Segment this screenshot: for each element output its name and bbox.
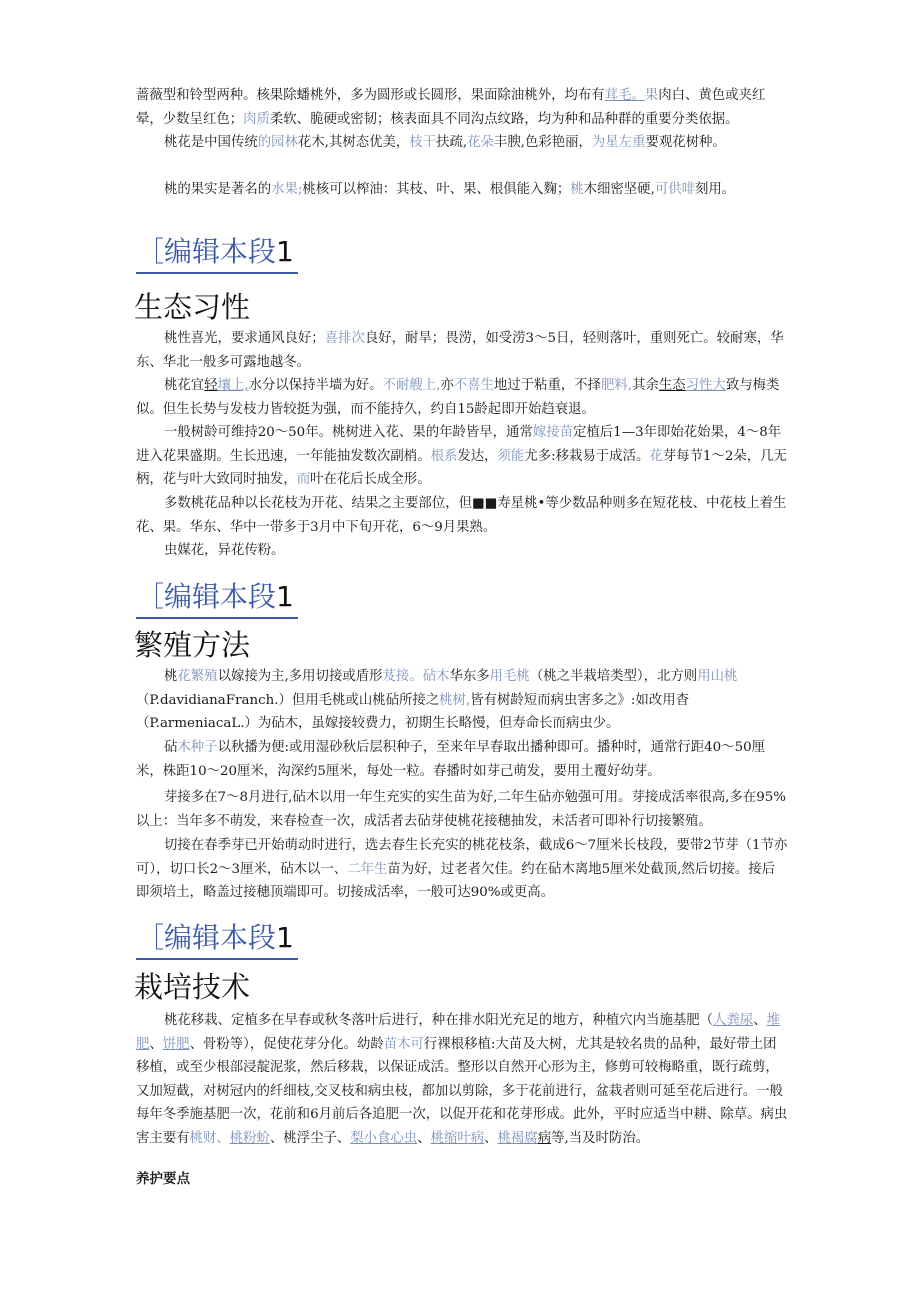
text-run: 桃核可以榨油：其枝、叶、果、根俱能入麴； [302, 182, 571, 197]
edit-section-link[interactable] [136, 580, 298, 619]
text-run: 以秋播为便:或用湿砂秋后层积种子，至来年早春取出播种即可。播种时，通常行距40〜50厘米，株距10〜20厘米，沟深约5厘米，每处一粒。春播时如芽己萌发，要用土覆好幼芽。 [136, 740, 765, 779]
inline-link[interactable]: 嫁接苗 [532, 425, 574, 440]
text-run: 、骨粉等），促使花芽分化。幼龄 [189, 1036, 384, 1052]
inline-link[interactable]: 不耐艘上, [382, 378, 441, 393]
text-run: 丰腴,色彩艳丽， [493, 135, 592, 150]
text-run: 良好，耐旱；畏涝，如受涝3〜5日，轻则落叶，重则死亡。较耐寒，华东、华北一般多可露地越冬。 [136, 331, 784, 370]
text-run: 行裸根移植:大苗及大树，尤其是较名贵的品种，最好带土团移植，或至少根部浸靛泥浆，然后移栽，以保证成活。整形以自然开心形为主，修剪可较梅略重，既行疏剪，又加短截，对树冠内的纤细枝,交叉枝和病虫枝，都加以剪除，多于花前进行，盆栽者则可延至花后进行。一般每年冬季施基肥一次，花前和6月前后各追肥一次，以促开花和花芽形成。此外，平时应适当中耕、除草。病虫害主要有 [136, 1036, 788, 1146]
text-run: 一般树龄可维持20〜50年。桃树进入花、果的年龄皆早，通常 [164, 425, 533, 440]
text-run: 肉白、黄色或夹红晕，少数呈红色； [136, 88, 766, 127]
text-run: 尤多:移栽易于成活。 [524, 448, 650, 464]
text-run: 以嫁接为主,多用切接或盾形 [217, 669, 383, 684]
text-run: 其余 [632, 378, 659, 393]
inline-link[interactable]: 习性大 [685, 378, 726, 393]
inline-link[interactable]: 桃褐腐 [497, 1130, 538, 1146]
inline-link[interactable]: 枝干 [409, 135, 437, 150]
edit-section-label: ［编辑本段 [136, 580, 277, 613]
inline-link[interactable]: 不喜生 [453, 378, 494, 393]
inline-link[interactable]: 花繁殖 [177, 669, 218, 684]
section-title: 栽培技术 [134, 970, 251, 1004]
text-run: 、 [484, 1130, 498, 1146]
text-run: 芽接多在7〜8月进行,砧木以用一年生充实的实生苗为好,二年生砧亦勉强可用。芽接成活率很高,多在95%以上：当年多不萌发，来春检查一次，成活者去砧芽使桃花接穗抽发，未活者可即补行切接繁殖。 [136, 790, 786, 829]
text-run: 苗为好，过老者欠佳。约在砧木离地5厘米处截顶,然后切接。接后即须培土，略盖过接穗顶端即可。切接成活率，一般可达90%或更高。 [136, 861, 776, 900]
edit-section-number: 1 [276, 235, 294, 268]
text-run: 水分以保持半墙为好。 [248, 378, 383, 393]
text-run: 桃的果实是著名的 [164, 182, 272, 197]
text-run: 、 [753, 1013, 767, 1028]
inline-link[interactable]: 木种子 [177, 740, 218, 755]
intro-paragraph-2 [136, 131, 788, 155]
inline-link[interactable]: 可供啡 [654, 182, 696, 197]
inline-link[interactable]: 桃缩叶病 [430, 1130, 485, 1146]
inline-link[interactable]: 二年生 [347, 861, 388, 877]
intro-paragraph-1 [136, 84, 788, 131]
text-run: 花木,其树态优美， [297, 135, 410, 150]
inline-link[interactable]: 的园林 [257, 135, 298, 150]
text-run: 多数桃花品种以长花枝为开花、结果之主要部位，但■■寿星桃•等少数品种则多在短花枝、中花枝上着生花、果。华东、华中一带多于3月中下旬开花，6〜9月果熟。 [136, 496, 787, 535]
inline-link[interactable]: 饼肥 [162, 1036, 190, 1052]
inline-link[interactable]: 须能 [497, 448, 525, 464]
inline-link[interactable]: 花 [649, 448, 663, 464]
underlined-text: 轻 [204, 378, 218, 393]
text-run: 桃 [164, 669, 178, 684]
section-title: 生态习性 [134, 290, 251, 324]
section-paragraph [136, 539, 788, 563]
section-paragraph [136, 786, 788, 833]
text-run: 、 [417, 1130, 431, 1146]
inline-link[interactable]: 花朵 [467, 135, 494, 150]
inline-link[interactable]: 梨小食心虫 [350, 1130, 418, 1146]
inline-link[interactable]: 果 [644, 88, 659, 103]
intro-paragraph-3 [136, 178, 788, 202]
text-run: 皆有树龄短而病虫害多之》:如改用杳（P.armeniacaL.）为砧木，虽嫁接较费力，初期生长略慢，但寿命长而病虫少。 [136, 692, 689, 731]
text-run: 木细密坚硬, [583, 182, 655, 197]
edit-section-number: 1 [276, 580, 294, 613]
text-run: 、 [149, 1036, 163, 1052]
text-run: 华东多 [449, 669, 490, 684]
inline-link[interactable]: 肥料, [601, 378, 633, 393]
section-paragraph [136, 374, 788, 421]
text-run: 要观花树种。 [645, 135, 726, 150]
text-run: 桃花是中国传统 [164, 135, 258, 150]
text-run: 叶在花后长成全形。 [310, 472, 431, 487]
section-paragraph [136, 665, 788, 736]
inline-link[interactable]: 芨接。砧木 [382, 669, 450, 684]
text-run: 等,当及时防治。 [551, 1130, 650, 1146]
section-paragraph [136, 327, 788, 374]
inline-link[interactable]: 人粪尿 [713, 1013, 754, 1028]
inline-link[interactable]: 茸毛。 [604, 88, 645, 103]
inline-link[interactable]: 肉质 [243, 111, 270, 127]
section-title: 繁殖方法 [134, 628, 251, 662]
underlined-text: 生态 [658, 378, 686, 393]
inline-link[interactable]: 用山桃 [697, 669, 738, 684]
text-run: 亦 [440, 378, 454, 393]
inline-link[interactable]: 壤上, [217, 378, 249, 393]
inline-link[interactable]: 而 [296, 472, 311, 487]
underlined-text: 病 [537, 1130, 552, 1146]
section-paragraph [136, 1009, 788, 1150]
text-run: 蔷薇型和铃型两种。核果除蟠桃外，多为圆形或长圆形，果面除油桃外，均布有 [136, 88, 605, 103]
section-paragraph [136, 834, 788, 905]
text-run: 桃花移栽、定植多在早春或秋冬落叶后进行，种在排水阳光充足的地方，种植穴内当施基肥（ [164, 1013, 714, 1028]
section-paragraph [136, 736, 788, 783]
text-run: 芽每节1〜2朵，几无柄，花与叶大致同时抽发， [136, 448, 787, 487]
inline-link[interactable]: 水果; [271, 182, 303, 197]
inline-link[interactable]: 堆肥 [136, 1013, 780, 1052]
text-run: 发达， [457, 448, 498, 464]
text-run: （P.davidianaFranch.）但用毛桃或山桃砧所接之 [136, 692, 440, 708]
text-run: 致与梅类似。但生长势与发枝力皆较挺为强，而不能持久，约自15龄起即开始趋衰退。 [136, 378, 780, 417]
edit-section-number: 1 [276, 921, 294, 954]
text-run: 虫媒花，异花传粉。 [164, 543, 285, 558]
text-run: 桃性喜光，要求通风良好； [164, 331, 325, 346]
inline-link[interactable]: 用毛桃 [489, 669, 530, 684]
text-run: 扶疏, [436, 135, 468, 150]
text-run: 刻用。 [695, 182, 736, 197]
inline-link[interactable]: 苗木可 [383, 1036, 424, 1052]
text-run: 桃花宜 [164, 378, 205, 393]
inline-link[interactable]: 桃粉蚧 [229, 1130, 270, 1146]
section-paragraph [136, 421, 788, 492]
edit-section-link[interactable] [136, 235, 298, 274]
text-run: 柔软、脆硬或密韧；核表面具不同沟点纹路，均为种和品种群的重要分类依据。 [269, 111, 739, 127]
text-run: 地过于粘重，不择 [493, 378, 602, 393]
section-paragraph [136, 492, 788, 539]
edit-section-label: ［编辑本段 [136, 235, 277, 268]
text-run: 切接在春季芽已开始萌动时进行，选去春生长充实的桃花枝条，截成6〜7厘米长枝段，要带2节芽（1节亦可），切口长2〜3厘米，砧木以一、 [136, 838, 788, 877]
edit-section-link[interactable] [136, 921, 298, 960]
inline-link[interactable]: 喜排次 [324, 331, 365, 346]
text-run: （桃之半栽培类型），北方则 [529, 669, 698, 684]
inline-link[interactable]: 为星左重 [591, 135, 646, 150]
inline-link[interactable]: 根系 [430, 448, 458, 464]
text-run: 定植后1—3年即始花始果，4〜8年进入花果盛期。生长迅速，一年能抽发数次副梢。 [136, 425, 782, 464]
edit-section-label: ［编辑本段 [136, 921, 277, 954]
inline-link[interactable]: 桃 [570, 182, 584, 197]
subheading-care-points: 养护要点 [136, 1171, 190, 1187]
inline-link[interactable]: 桃财、 [189, 1130, 230, 1146]
inline-link[interactable]: 桃树, [439, 692, 471, 708]
text-run: 、桃浮尘子、 [269, 1130, 351, 1146]
text-run: 砧 [164, 740, 178, 755]
